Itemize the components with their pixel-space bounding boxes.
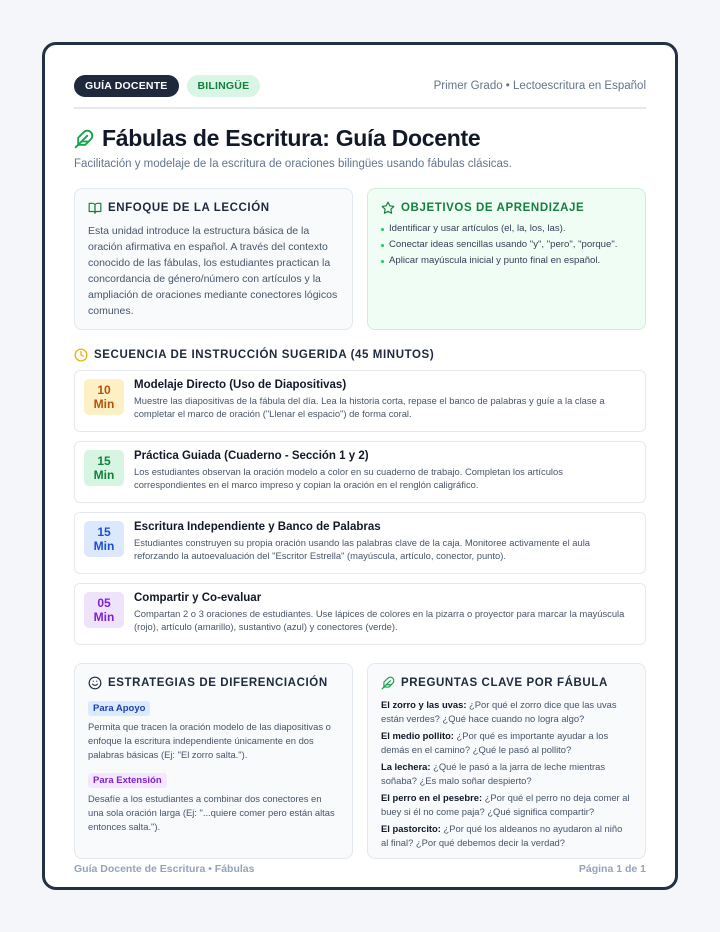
grade-info: Primer Grado • Lectoescritura en Español — [433, 80, 646, 92]
sequence-step — [74, 512, 646, 574]
step-description: Muestre las diapositivas de la fábula del día. Lea la historia corta, repase el banco de palabras y guíe a la clase a completar el marco de oración ("Llenar el espacio") de forma coral. — [134, 395, 605, 419]
document-page — [42, 42, 678, 890]
differentiation-card — [74, 663, 353, 859]
sequence-step — [74, 370, 646, 432]
extension-tag: Para Extensión — [88, 773, 167, 788]
star-icon — [381, 201, 395, 215]
objectives-heading — [381, 201, 632, 215]
step-title: Escritura Independiente y Banco de Palabras — [134, 521, 381, 533]
sequence-heading — [74, 348, 646, 362]
step-description: Estudiantes construyen su propia oración usando las palabras clave de la caja. Monitoree activamente el aula reforzando la autoevaluación del "Escritor Estrella" (mayúscula, artículo, conector, punto). — [134, 537, 591, 561]
header-bar — [74, 74, 646, 98]
step-duration: 15 Min — [84, 521, 124, 557]
step-title: Compartir y Co-evaluar — [134, 592, 262, 604]
extension-text: Desafíe a los estudiantes a combinar dos conectores en una sola oración larga (Ej: "...quiere comer pero están altas entonces salta."). — [88, 793, 335, 832]
lesson-focus-card — [74, 188, 353, 330]
sequence-title: SECUENCIA DE INSTRUCCIÓN SUGERIDA (45 MINUTOS) — [94, 349, 435, 361]
list-item: El medio pollito: ¿Por qué es importante ayudar a los demás en el camino? ¿Qué le pasó al pollito? — [381, 730, 609, 755]
objectives-list — [381, 223, 632, 266]
bilingual-badge: BILINGÜE — [187, 75, 261, 97]
list-item: El perro en el pesebre: ¿Por qué el perro no deja comer al buey si él no come paja? ¿Qué significa compartir? — [381, 792, 630, 817]
page-subtitle: Facilitación y modelaje de la escritura de oraciones bilingües usando fábulas clásicas. — [74, 158, 512, 170]
feather-pen-icon — [74, 129, 94, 149]
step-description: Los estudiantes observan la oración modelo a color en su cuaderno de trabajo. Completan los artículos correspondientes en el marco impreso y copian la oración en el renglón caligráfico. — [134, 466, 563, 490]
bottom-row — [74, 663, 646, 859]
teacher-guide-badge: GUÍA DOCENTE — [74, 75, 179, 97]
header-divider — [74, 107, 646, 109]
sequence-step — [74, 583, 646, 645]
list-item: Aplicar mayúscula inicial y punto final en español. — [381, 255, 632, 266]
title-row — [74, 125, 646, 152]
lesson-focus-text: Esta unidad introduce la estructura básica de la oración afirmativa en español. A través del contexto conocido de las fábulas, los estudiantes practican la concordancia de género/número con artículos y la ampliación de oraciones mediante conectores lógicos comunes. — [88, 225, 338, 317]
header-badges — [74, 75, 260, 97]
step-title: Modelaje Directo (Uso de Diapositivas) — [134, 379, 347, 391]
step-description: Compartan 2 o 3 oraciones de estudiantes. Use lápices de colores en la pizarra o proyector para marcar la mayúscula (rojo), artículo (amarillo), sustantivo (azul) y conectores (verde). — [134, 608, 625, 632]
clock-icon — [74, 348, 88, 362]
open-book-icon — [88, 201, 102, 215]
questions-title: PREGUNTAS CLAVE POR FÁBULA — [401, 677, 608, 689]
key-questions-card — [367, 663, 646, 859]
list-item: El pastorcito: ¿Por qué los aldeanos no ayudaron al niño al final? ¿Por qué debemos decir la verdad? — [381, 823, 623, 848]
support-tag: Para Apoyo — [88, 701, 150, 716]
footer-left: Guía Docente de Escritura • Fábulas — [74, 863, 255, 875]
step-duration: 10 Min — [84, 379, 124, 415]
learning-objectives-card — [367, 188, 646, 330]
feather-pen-icon — [381, 676, 395, 690]
lesson-focus-heading — [88, 201, 339, 215]
page-number: Página 1 de 1 — [578, 863, 646, 875]
page-footer — [74, 863, 646, 875]
step-title: Práctica Guiada (Cuaderno - Sección 1 y 2) — [134, 450, 369, 462]
list-item: Conectar ideas sencillas usando "y", "pero", "porque". — [381, 239, 632, 250]
lesson-focus-title: ENFOQUE DE LA LECCIÓN — [108, 202, 270, 214]
smiley-icon — [88, 676, 102, 690]
differentiation-title: ESTRATEGIAS DE DIFERENCIACIÓN — [108, 677, 328, 689]
sequence-step — [74, 441, 646, 503]
list-item: Identificar y usar artículos (el, la, los, las). — [381, 223, 632, 234]
page-title: Fábulas de Escritura: Guía Docente — [102, 125, 481, 151]
overview-row — [74, 188, 646, 330]
objectives-title: OBJETIVOS DE APRENDIZAJE — [401, 202, 585, 214]
list-item: La lechera: ¿Qué le pasó a la jarra de leche mientras soñaba? ¿Es malo soñar despierto? — [381, 761, 606, 786]
step-duration: 15 Min — [84, 450, 124, 486]
support-text: Permita que tracen la oración modelo de las diapositivas o enfoque la escritura independiente únicamente en dos palabras básicas (Ej: "El zorro salta."). — [88, 721, 331, 760]
differentiation-heading — [88, 676, 339, 690]
step-duration: 05 Min — [84, 592, 124, 628]
questions-heading — [381, 676, 632, 690]
list-item: El zorro y las uvas: ¿Por qué el zorro dice que las uvas están verdes? ¿Qué hace cuando no logra algo? — [381, 699, 617, 724]
